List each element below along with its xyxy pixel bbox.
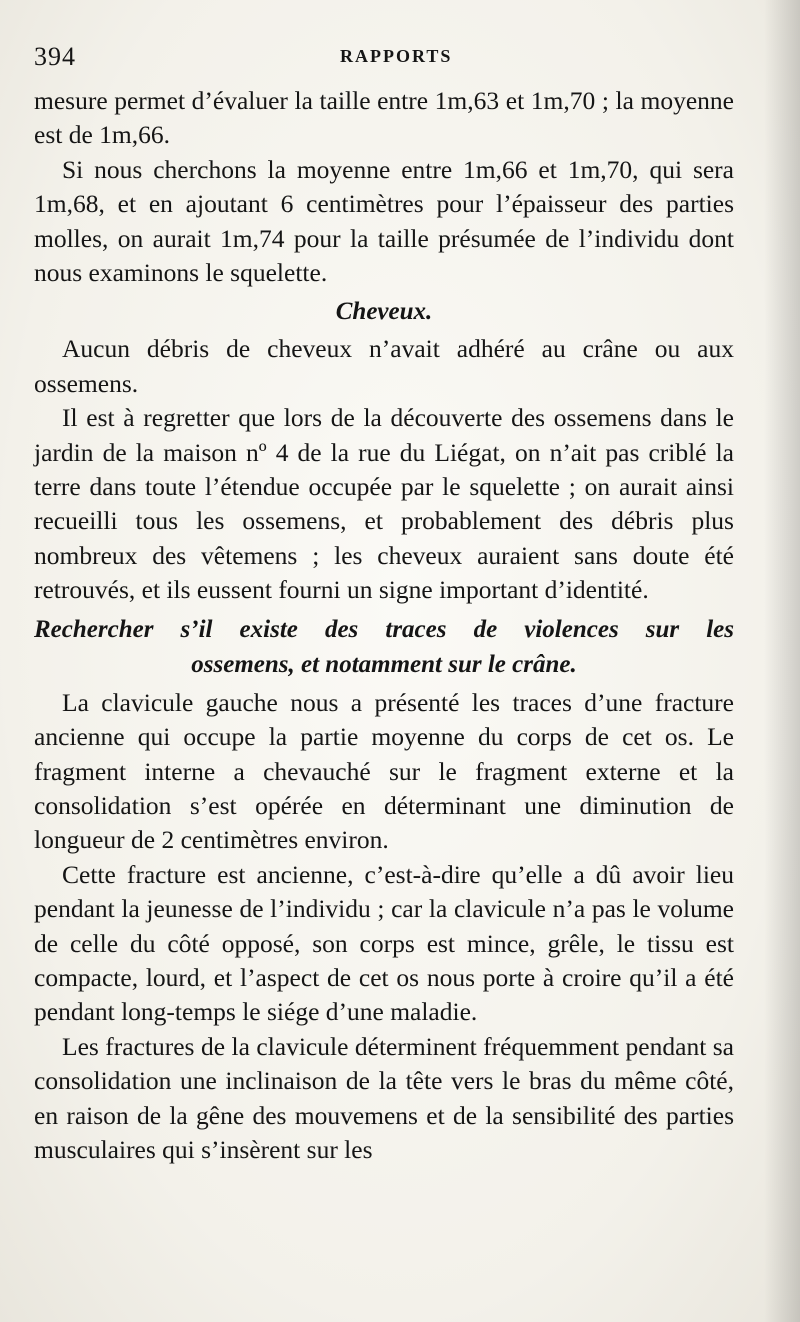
paragraph-2: Si nous cherchons la moyenne entre 1m,66 et 1m,70, qui sera 1m,68, et en ajoutant 6 centimètres pour l’épaisseur des parties molles, on aurait 1m,74 pour la taille présumée de l’individu dont nous examinons le squelette. xyxy=(34,154,734,288)
paragraph-1: mesure permet d’évaluer la taille entre 1m,63 et 1m,70 ; la moyenne est de 1m,66. xyxy=(34,86,734,150)
running-head: RAPPORTS xyxy=(340,46,453,66)
page-edge-shadow xyxy=(764,0,800,1322)
paragraph-7: Les fractures de la clavicule déterminent fréquemment pendant sa consolidation une inclinaison de la tête vers le bras du même côté, en raison de la gêne des mouvemens et de la sensibilité des parties musculaires qui s’insèrent sur les xyxy=(34,1031,734,1164)
paragraph-3: Aucun débris de cheveux n’avait adhéré au crâne ou aux ossemens. xyxy=(34,334,734,398)
subheading-line-2: ossemens, et notamment sur le crâne. xyxy=(191,650,577,678)
paragraph-4: Il est à regretter que lors de la découverte des ossemens dans le jardin de la maison nº 4 de la rue du Liégat, on n’ait pas criblé la terre dans toute l’étendue occupée par le squelette ; on aurait ainsi recueilli tous les ossemens, et probablement des débris plus nombreux des vêtemens ; les cheveux auraient sans doute été retrouvés, et ils eussent fourni un signe important d’identité. xyxy=(34,403,734,605)
section-title-cheveux: Cheveux. xyxy=(335,298,433,326)
page-header xyxy=(34,42,734,72)
subheading-line-1: Rechercher s’il existe des traces de violences sur les xyxy=(34,615,734,643)
page-number: 394 xyxy=(34,42,76,71)
paragraph-5: La clavicule gauche nous a présenté les traces d’une fracture ancienne qui occupe la partie moyenne du corps de cet os. Le fragment interne a chevauché sur le fragment externe et la consolidation s’est opérée en déterminant une diminution de longueur de 2 centimètres environ. xyxy=(34,687,734,855)
section-subheading xyxy=(34,612,734,682)
paragraph-6: Cette fracture est ancienne, c’est-à-dire qu’elle a dû avoir lieu pendant la jeunesse de l’individu ; car la clavicule n’a pas le volume de celle du côté opposé, son corps est mince, grêle, le tissu est compacte, lourd, et l’aspect de cet os nous porte à croire qu’il a été pendant long-temps le siége d’une maladie. xyxy=(34,859,734,1027)
body-text xyxy=(34,84,734,1167)
